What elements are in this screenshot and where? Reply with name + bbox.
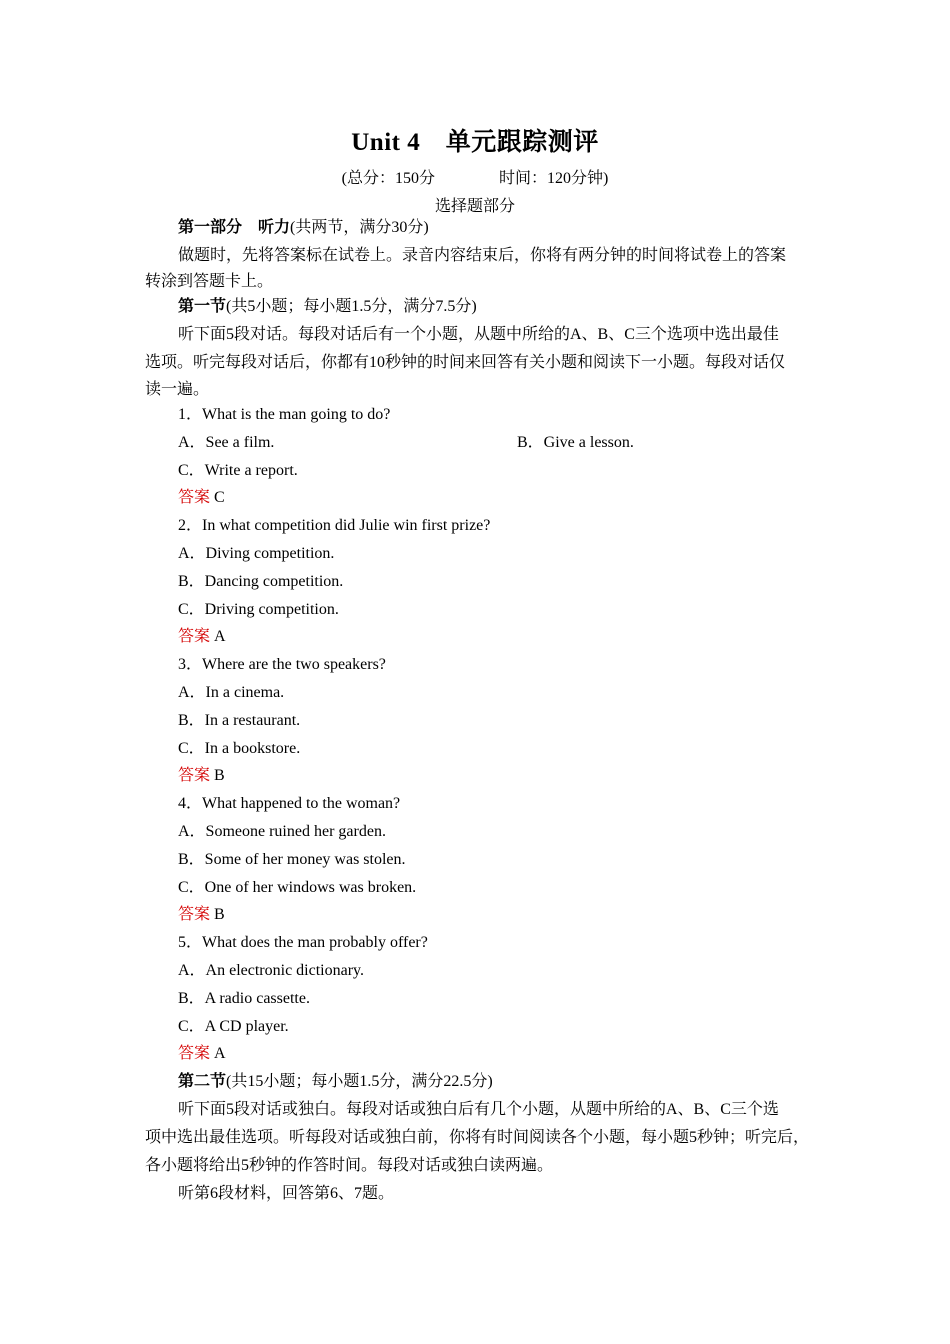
answer-label: 答案	[178, 906, 211, 923]
part1-note: (共两节，满分30分)	[290, 219, 429, 236]
q5-option-c: C．A CD player.	[178, 1018, 289, 1035]
q5-answer	[178, 1040, 843, 1068]
q3-option-c: C．In a bookstore.	[178, 740, 301, 757]
q1-option-b: B．Give a lesson.	[517, 434, 634, 451]
question-4: 4．What happened to the woman?	[178, 795, 401, 812]
listen-6-instruction: 听第6段材料，回答第6、7题。	[178, 1185, 395, 1202]
section2-note: (共15小题；每小题1.5分，满分22.5分)	[226, 1073, 493, 1090]
q2-option-b: B．Dancing competition.	[178, 573, 344, 590]
answer-label: 答案	[178, 767, 211, 784]
section1-intro-line-1: 听下面5段对话。每段对话后有一个小题，从题中所给的A、B、C三个选项中选出最佳	[178, 326, 779, 343]
time-limit: 时间：120分钟)	[499, 170, 609, 187]
intro-line-1: 做题时，先将答案标在试卷上。录音内容结束后，你将有两分钟的时间将试卷上的答案	[178, 247, 787, 264]
answer-value: A	[214, 628, 226, 645]
q1-answer	[178, 484, 843, 512]
q3-option-a: A．In a cinema.	[178, 684, 285, 701]
question-2: 2．In what competition did Julie win first prize?	[178, 517, 491, 534]
q3-answer	[178, 762, 843, 790]
q4-option-c: C．One of her windows was broken.	[178, 879, 417, 896]
section1-intro-line-2: 选项。听完每段对话后，你都有10秒钟的时间来回答有关小题和阅读下一小题。每段对话仅	[145, 354, 786, 371]
part1-heading: 第一部分 听力	[178, 219, 291, 236]
q5-option-a: A．An electronic dictionary.	[178, 962, 365, 979]
answer-value: B	[214, 906, 225, 923]
total-score: (总分：150分	[341, 170, 435, 187]
section1-heading: 第一节	[178, 298, 227, 315]
q4-option-b: B．Some of her money was stolen.	[178, 851, 406, 868]
section2-heading: 第二节	[178, 1073, 227, 1090]
q2-option-c: C．Driving competition.	[178, 601, 339, 618]
q2-option-a: A．Diving competition.	[178, 545, 335, 562]
part1-heading-line	[178, 214, 843, 242]
q1-option-c: C．Write a report.	[178, 462, 298, 479]
section2-intro-line-1: 听下面5段对话或独白。每段对话或独白后有几个小题，从题中所给的A、B、C三个选	[178, 1101, 779, 1118]
section1-heading-line	[178, 293, 843, 321]
section-subtitle: 选择题部分	[434, 198, 515, 215]
answer-label: 答案	[178, 489, 211, 506]
q5-option-b: B．A radio cassette.	[178, 990, 310, 1007]
section2-heading-line	[178, 1068, 843, 1096]
answer-value: B	[214, 767, 225, 784]
section1-intro-line-3: 读一遍。	[145, 381, 210, 398]
section2-intro-line-3: 各小题将给出5秒钟的作答时间。每段对话或独白读两遍。	[145, 1157, 554, 1174]
page-title: Unit 4 单元跟踪测评	[351, 129, 599, 156]
score-time-line	[0, 165, 950, 188]
answer-value: C	[214, 489, 225, 506]
question-3: 3．Where are the two speakers?	[178, 656, 386, 673]
answer-label: 答案	[178, 628, 211, 645]
intro-line-2: 转涂到答题卡上。	[145, 273, 274, 290]
section1-note: (共5小题；每小题1.5分，满分7.5分)	[226, 298, 477, 315]
question-1: 1．What is the man going to do?	[178, 406, 391, 423]
q4-option-a: A．Someone ruined her garden.	[178, 823, 386, 840]
q4-answer	[178, 901, 843, 929]
question-5: 5．What does the man probably offer?	[178, 934, 428, 951]
answer-label: 答案	[178, 1045, 211, 1062]
answer-value: A	[214, 1045, 226, 1062]
section2-intro-line-2: 项中选出最佳选项。听每段对话或独白前，你将有时间阅读各个小题，每小题5秒钟；听完后，	[145, 1129, 810, 1146]
q3-option-b: B．In a restaurant.	[178, 712, 301, 729]
q2-answer	[178, 623, 843, 651]
q1-option-a: A．See a film.	[178, 434, 275, 451]
